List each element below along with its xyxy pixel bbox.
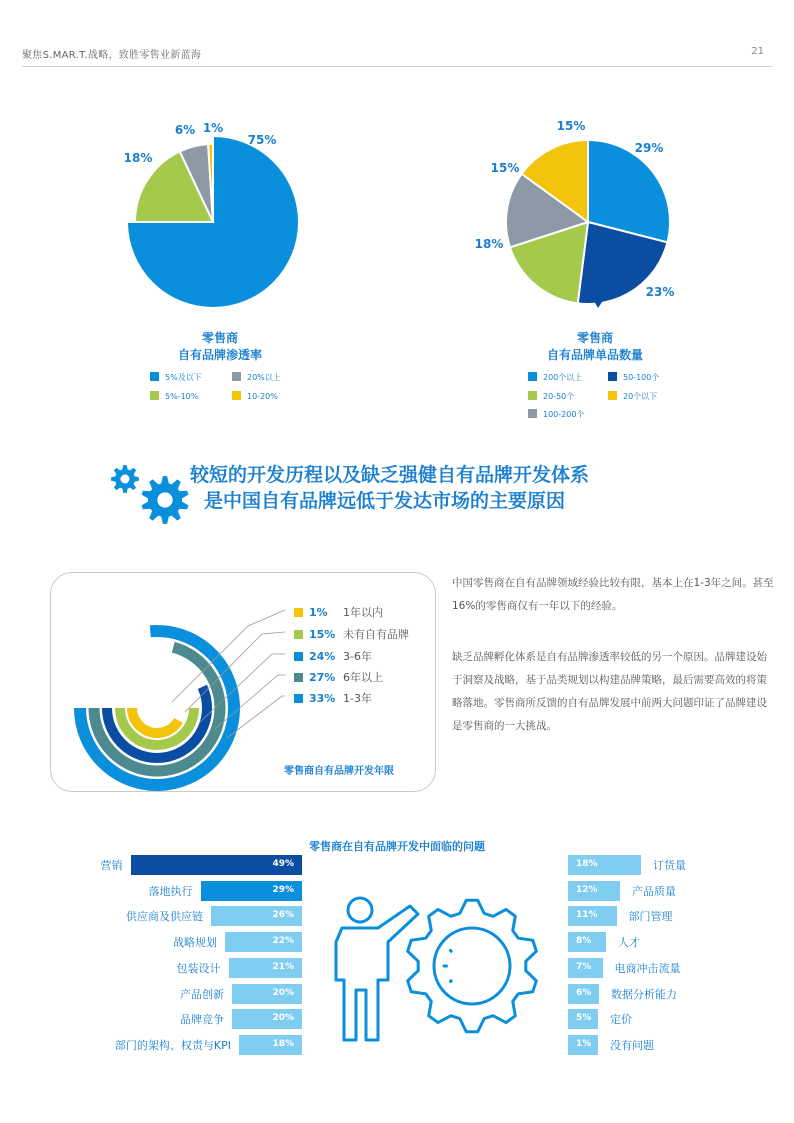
headline-line2: 是中国自有品牌远低于发达市场的主要原因 <box>204 490 566 512</box>
bar-right <box>568 984 599 1004</box>
bar-label: 供应商及供应链 <box>126 910 203 924</box>
legend-swatch <box>232 391 241 400</box>
bar-left <box>131 855 303 875</box>
radial-chart-title: 零售商自有品牌开发年限 <box>284 766 394 777</box>
bar-value: 5% <box>576 1013 592 1024</box>
pie2-title-line2: 自有品牌单品数量 <box>546 348 643 362</box>
bar-left <box>232 1009 302 1029</box>
legend-label: 20-50个 <box>543 392 575 401</box>
radial-legend-item <box>294 690 372 706</box>
gear-large-icon <box>142 476 189 524</box>
headline-line1: 较短的开发历程以及缺乏强健自有品牌开发体系 <box>190 464 590 486</box>
gear-hole <box>448 942 497 991</box>
bar-value: 7% <box>576 961 592 972</box>
bar-value: 22% <box>272 936 294 947</box>
legend-swatch <box>294 652 303 661</box>
bar-value: 26% <box>272 910 294 921</box>
gear-small-icon <box>111 465 139 493</box>
bar-label: 部门管理 <box>628 910 673 924</box>
pie-data-label: 15% <box>556 119 586 133</box>
pie2-legend-item <box>608 372 659 383</box>
person-gear-icon <box>336 898 536 1040</box>
headline <box>190 462 589 514</box>
bar-value: 11% <box>576 910 598 921</box>
pie-data-label: 1% <box>202 121 224 135</box>
person-body <box>336 906 418 1040</box>
pie2-legend-item <box>528 391 574 402</box>
radial-legend-item <box>294 669 383 685</box>
bar-label: 电商冲击流量 <box>614 961 681 975</box>
body-paragraph-1: 中国零售商在自有品牌领域经验比较有限，基本上在1-3年之间。甚至16%的零售商仅有一年以下的经验。 <box>452 577 774 612</box>
bar-value: 49% <box>272 859 294 869</box>
gear-hole <box>121 475 130 484</box>
legend-swatch <box>608 372 617 381</box>
body-paragraph-2: 缺乏品牌孵化体系是自有品牌渗透率较低的另一个原因。品牌建设始于洞察及战略，基于品类规划以构建品牌策略，最后需要高效的将策略落地。零售商所反馈的自有品牌发展中前两大问题印证了品牌建设是零售商的一大挑战。 <box>452 651 767 732</box>
pie1-legend-item <box>150 391 198 401</box>
bar-label: 产品质量 <box>632 884 676 898</box>
legend-label: 50-100个 <box>623 373 660 382</box>
legend-swatch <box>294 630 303 639</box>
pie2-legend-item <box>608 391 657 402</box>
bar-label: 人才 <box>618 936 640 950</box>
bar-left <box>201 881 303 901</box>
pie-data-label: 75% <box>247 133 277 147</box>
bar-left <box>225 932 302 952</box>
bar-label: 部门的架构、权责与KPI <box>114 1038 231 1052</box>
bar-value: 20% <box>272 987 294 998</box>
bar-label: 战略规划 <box>173 936 217 950</box>
bar-label: 定价 <box>610 1013 632 1027</box>
pie1-title-line1: 零售商 <box>201 331 238 345</box>
pie2-title-line1: 零售商 <box>576 331 613 345</box>
bar-right <box>568 855 641 875</box>
bar-label: 没有问题 <box>610 1038 654 1052</box>
legend-label: 未有自有品牌 <box>343 628 409 641</box>
legend-label: 1-3年 <box>343 692 372 705</box>
legend-swatch <box>150 372 159 381</box>
legend-swatch <box>608 391 617 400</box>
bar-value: 18% <box>576 859 598 869</box>
bar-right <box>568 958 603 978</box>
bar-right <box>568 932 606 952</box>
pie1-legend-item <box>150 372 202 383</box>
pie-data-label: 15% <box>490 161 520 175</box>
bar-label: 包装设计 <box>176 961 221 975</box>
bar-right <box>568 1035 598 1055</box>
bar-value: 6% <box>576 987 592 998</box>
header-title: 聚焦S.MAR.T.战略，致胜零售业新蓝海 <box>22 50 202 61</box>
gear-hole <box>157 492 172 507</box>
bar-label: 营销 <box>100 859 123 872</box>
legend-label: 20%以上 <box>247 373 281 382</box>
legend-value: 27% <box>309 671 336 684</box>
pie2-legend-item <box>528 409 584 420</box>
legend-swatch <box>294 608 303 617</box>
pie1-title-line2: 自有品牌渗透率 <box>177 348 262 362</box>
legend-label: 5%-10% <box>165 392 199 401</box>
bar-label: 落地执行 <box>148 884 193 898</box>
pie-data-label: 18% <box>474 237 504 251</box>
page-number: 21 <box>751 46 764 57</box>
legend-swatch <box>232 372 241 381</box>
legend-swatch <box>150 391 159 400</box>
bar-right <box>568 906 617 926</box>
bar-value: 18% <box>272 1038 294 1049</box>
pie1-legend-item <box>232 372 281 383</box>
legend-label: 200个以上 <box>543 373 583 382</box>
bar-left <box>232 984 302 1004</box>
legend-value: 15% <box>309 628 336 641</box>
legend-swatch <box>294 673 303 682</box>
legend-value: 24% <box>309 650 336 663</box>
legend-swatch <box>528 391 537 400</box>
legend-label: 3-6年 <box>343 650 372 663</box>
pie1-title <box>130 330 310 364</box>
bar-right <box>568 881 620 901</box>
bar-value: 8% <box>576 936 592 947</box>
bar-left <box>239 1035 302 1055</box>
pie-data-label: 23% <box>645 285 675 299</box>
legend-label: 20个以下 <box>623 392 658 401</box>
pie-data-label: 6% <box>174 123 196 137</box>
bar-label: 订货量 <box>653 859 686 872</box>
legend-label: 6年以上 <box>343 671 383 684</box>
radial-legend-item <box>294 626 409 642</box>
bar-value: 1% <box>576 1038 592 1049</box>
bar-right <box>568 1009 598 1029</box>
legend-label: 10-20% <box>247 392 278 401</box>
bar-value: 20% <box>272 1013 294 1024</box>
bar-left <box>229 958 303 978</box>
legend-value: 33% <box>309 692 336 705</box>
legend-label: 5%及以下 <box>165 373 202 382</box>
gear-outline <box>408 900 537 1031</box>
bar-label: 数据分析能力 <box>611 987 677 1001</box>
radial-legend-item <box>294 604 383 620</box>
legend-swatch <box>528 372 537 381</box>
legend-label: 100-200个 <box>543 410 585 419</box>
pie2-legend-item <box>528 372 582 383</box>
radial-legend-item <box>294 648 372 664</box>
pie-data-label: 18% <box>123 151 153 165</box>
pie-data-label: 29% <box>634 141 664 155</box>
pie1-legend-item <box>232 391 278 401</box>
bar-value: 21% <box>272 961 294 972</box>
bar-label: 品牌竞争 <box>180 1013 224 1027</box>
bar-label: 产品创新 <box>180 987 224 1001</box>
bars-chart-title: 零售商在自有品牌开发中面临的问题 <box>309 840 485 853</box>
pie2-title <box>505 330 685 364</box>
legend-label: 1年以内 <box>343 606 383 619</box>
legend-swatch <box>294 694 303 703</box>
legend-value: 1% <box>309 606 328 619</box>
bar-left <box>211 906 302 926</box>
legend-swatch <box>528 409 537 418</box>
bar-value: 29% <box>272 884 294 895</box>
bar-value: 12% <box>576 884 598 895</box>
person-head <box>348 898 372 922</box>
